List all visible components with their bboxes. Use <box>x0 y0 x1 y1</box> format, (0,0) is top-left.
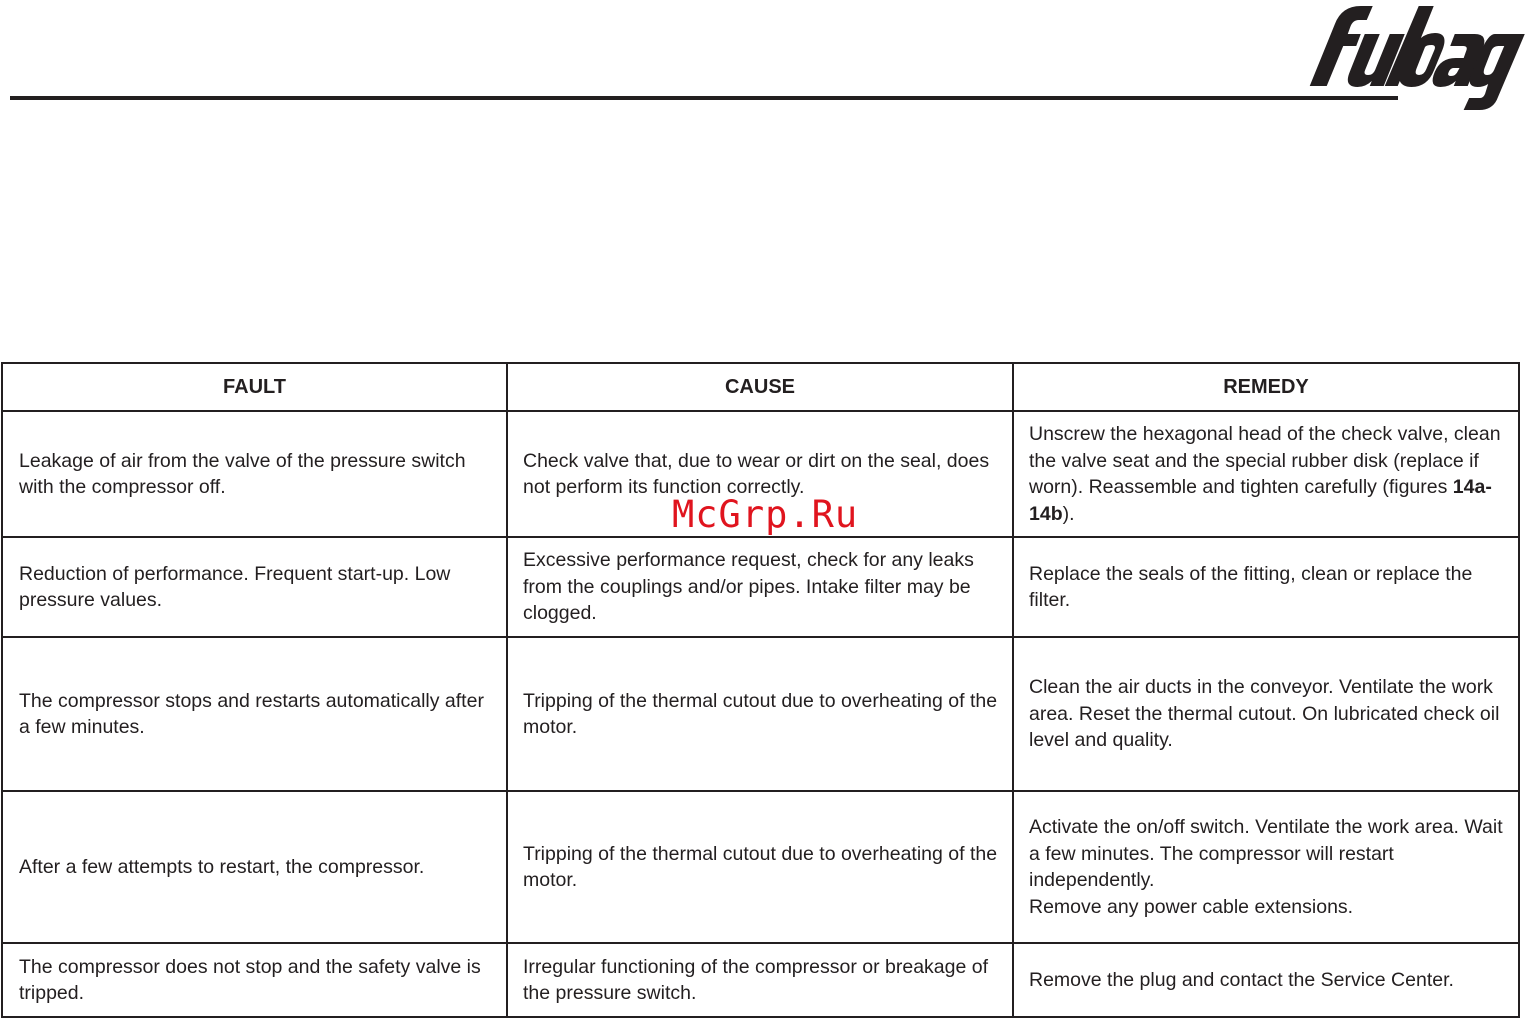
table-header-row <box>2 363 1519 411</box>
watermark: McGrp.Ru <box>672 493 859 536</box>
header-remedy: REMEDY <box>1013 363 1519 411</box>
cause-cell: Excessive performance request, check for any leaks from the couplings and/or pipes. Intake filter may be clogged. <box>507 537 1013 637</box>
remedy-cell <box>1013 411 1519 537</box>
cause-cell: Irregular functioning of the compressor or breakage of the pressure switch. <box>507 943 1013 1017</box>
fault-cell: Leakage of air from the valve of the pressure switch with the compressor off. <box>2 411 507 537</box>
remedy-cell: Remove the plug and contact the Service Center. <box>1013 943 1519 1017</box>
remedy-line: Activate the on/off switch. Ventilate the work area. Wait a few minutes. The compressor will restart independently. <box>1029 816 1503 891</box>
cause-cell: Tripping of the thermal cutout due to overheating of the motor. <box>507 791 1013 943</box>
troubleshooting-table <box>1 362 1520 1018</box>
remedy-cell <box>1013 791 1519 943</box>
cause-cell: Check valve that, due to wear or dirt on the seal, does not perform its function correctly. <box>507 411 1013 537</box>
table-row <box>2 637 1519 791</box>
cause-cell: Tripping of the thermal cutout due to overheating of the motor. <box>507 637 1013 791</box>
table-row <box>2 411 1519 537</box>
remedy-line: Remove any power cable extensions. <box>1029 895 1354 918</box>
fault-cell: After a few attempts to restart, the compressor. <box>2 791 507 943</box>
header-fault: FAULT <box>2 363 507 411</box>
fault-cell: The compressor stops and restarts automatically after a few minutes. <box>2 637 507 791</box>
remedy-text-end: ). <box>1062 502 1075 525</box>
remedy-text: Unscrew the hexagonal head of the check valve, clean the valve seat and the special rubber disk (replace if worn). Reassemble and tighten carefully (figures <box>1029 423 1501 498</box>
table-row <box>2 791 1519 943</box>
fault-cell: Reduction of performance. Frequent start-up. Low pressure values. <box>2 537 507 637</box>
figure-reference: 14a-14b <box>1029 476 1492 525</box>
fubag-logo-mark <box>1296 0 1534 112</box>
table-row <box>2 537 1519 637</box>
fault-cell: The compressor does not stop and the safety valve is tripped. <box>2 943 507 1017</box>
table-row <box>2 943 1519 1017</box>
header-rule <box>10 96 1398 100</box>
remedy-cell: Replace the seals of the fitting, clean or replace the filter. <box>1013 537 1519 637</box>
fubag-logo <box>1296 0 1534 112</box>
header-cause: CAUSE <box>507 363 1013 411</box>
remedy-cell: Clean the air ducts in the conveyor. Ventilate the work area. Reset the thermal cutout. On lubricated check oil level and quality. <box>1013 637 1519 791</box>
